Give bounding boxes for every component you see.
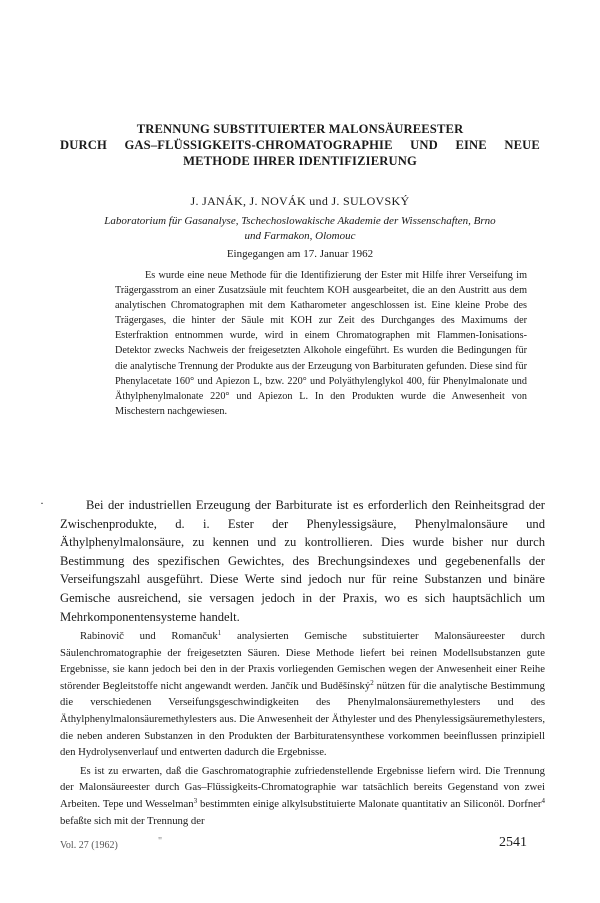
title-word: EINE <box>455 138 487 152</box>
title-word: UND <box>410 138 438 152</box>
margin-mark: · <box>40 496 44 510</box>
text-span: Es ist zu erwarten, daß die Gaschromatographie zufriedenstellende Ergebnisse liefern wird. Die Trennung der Malonsäureester durch Gas–Flüssigkeits-Chromatographie war tatsächlich bereits Gegenstand von zwei Arbeiten. Tepe und Wesselman <box>60 764 545 810</box>
title-line-1: TRENNUNG SUBSTITUIERTER MALONSÄUREESTER <box>136 122 464 136</box>
body-paragraph-1 <box>60 628 545 761</box>
reference-4: 4 <box>541 796 545 805</box>
title-word: GAS–FLÜSSIGKEITS-CHROMATOGRAPHIE <box>124 138 393 152</box>
body-paragraph-2 <box>60 763 545 829</box>
title-word: NEUE <box>504 138 540 152</box>
title-line-2 <box>60 137 540 153</box>
reference-3: 3 <box>193 796 198 805</box>
reference-2: 2 <box>370 678 374 687</box>
body-text <box>60 628 545 831</box>
text-span: bestimmten einige alkylsubstituierte Malonate quantitativ an Siliconöl. Dorfner <box>197 797 542 810</box>
page-number: 2541 <box>499 835 527 850</box>
abstract <box>115 268 527 419</box>
journal-volume: Vol. 27 (1962) <box>60 840 118 851</box>
stray-mark: " <box>158 836 163 847</box>
text-span: analysierten Gemische substituierter Malonsäureester durch Säulenchromatographie der freigesetzten Säuren. Diese Methode liefert bei reinen Modellsubstanzen gute Ergebnisse, sie kann jedoch bei den in der Praxis vorliegenden Gemischen wegen der Anwesenheit einer Reihe störender Begleitstoffe nicht angewandt werden. Jančík und Buděšínský <box>60 630 546 692</box>
affiliation-line-1: Laboratorium für Gasanalyse, Tschechoslowakische Akademie der Wissenschaften, Brno <box>104 215 496 227</box>
title-line-3: METHODE IHRER IDENTIFIZIERUNG <box>183 154 417 168</box>
title-word: DURCH <box>60 138 107 152</box>
text-span: Rabinovič und Romančuk <box>80 630 218 642</box>
affiliation-line-2: und Farmakon, Olomouc <box>244 230 356 242</box>
introduction <box>60 496 545 626</box>
article-title <box>60 121 540 169</box>
authors: J. JANÁK, J. NOVÁK und J. SULOVSKÝ <box>190 194 410 208</box>
reference-1: 1 <box>217 629 222 637</box>
received-date: Eingegangen am 17. Januar 1962 <box>226 248 374 260</box>
affiliation <box>80 214 520 244</box>
abstract-text: Es wurde eine neue Methode für die Identifizierung der Ester mit Hilfe ihrer Verseifung im Trägergasstrom an einer Zusatzsäule mit feuchtem KOH ausgearbeitet, die an den Austritt aus dem analytischen Chromatographen mit dem Katharometer angeschlossen ist. Eine kleine Probe des Trägergases, die hinter der Säule mit KOH zur Zeit des Durchganges des Maximums der Esterfraktion entnommen wurde, wird in einem Chromatographen mit Flammen-Ionisations-Detektor zwecks Nachweis der freigesetzten Alkohole eingeführt. Es wurden die Bedingungen für die analytische Trennung der Produkte aus der Erzeugung von Barbituraten gefunden. Diese sind für Phenylacetate 160° und Apiezon L, bzw. 220° und Polyäthylenglykol 400, für Phenylmalonate und Äthylphenylmalonate 220° und Apiezon L. In den Produkten wurde die Anwesenheit von Mischestern nachgewiesen. <box>115 270 527 417</box>
intro-paragraph: Bei der industriellen Erzeugung der Barbiturate ist es erforderlich den Reinheitsgrad der Zwischenprodukte, d. i. Ester der Phenylessigsäure, Phenylmalonsäure und Äthylphenylmalonsäure, zu kennen und zu kontrollieren. Dies wurde bisher nur durch Bestimmung des spezifischen Gewichtes, des Brechungsindexes und gegebenenfalls der Verseifungszahl ausgeführt. Diese Werte sind jedoch nur für reine Substanzen und binäre Gemische ausreichend, sie versagen jedoch in der Praxis, wo es sich hauptsächlich um Mehrkomponentensysteme handelt. <box>60 498 545 624</box>
text-span: nützen für die analytische Bestimmung die verschiedenen Verseifungsgeschwindigkeiten des Phenylmalonsäuremethylesters und des Äthylphenylmalonsäuremethylesters aus. Die Anwesenheit der Äthylester und des Phenylessigsäuremethylesters, die neben anderen Substanzen in den Produkten der Barbituratensynthese vorkommen beeinflussen prinzipiell den Hydrolysenverlauf und entwerten dadurch die Ergebnisse. <box>60 679 545 759</box>
text-span: befaßte sich mit der Trennung der <box>60 814 205 827</box>
